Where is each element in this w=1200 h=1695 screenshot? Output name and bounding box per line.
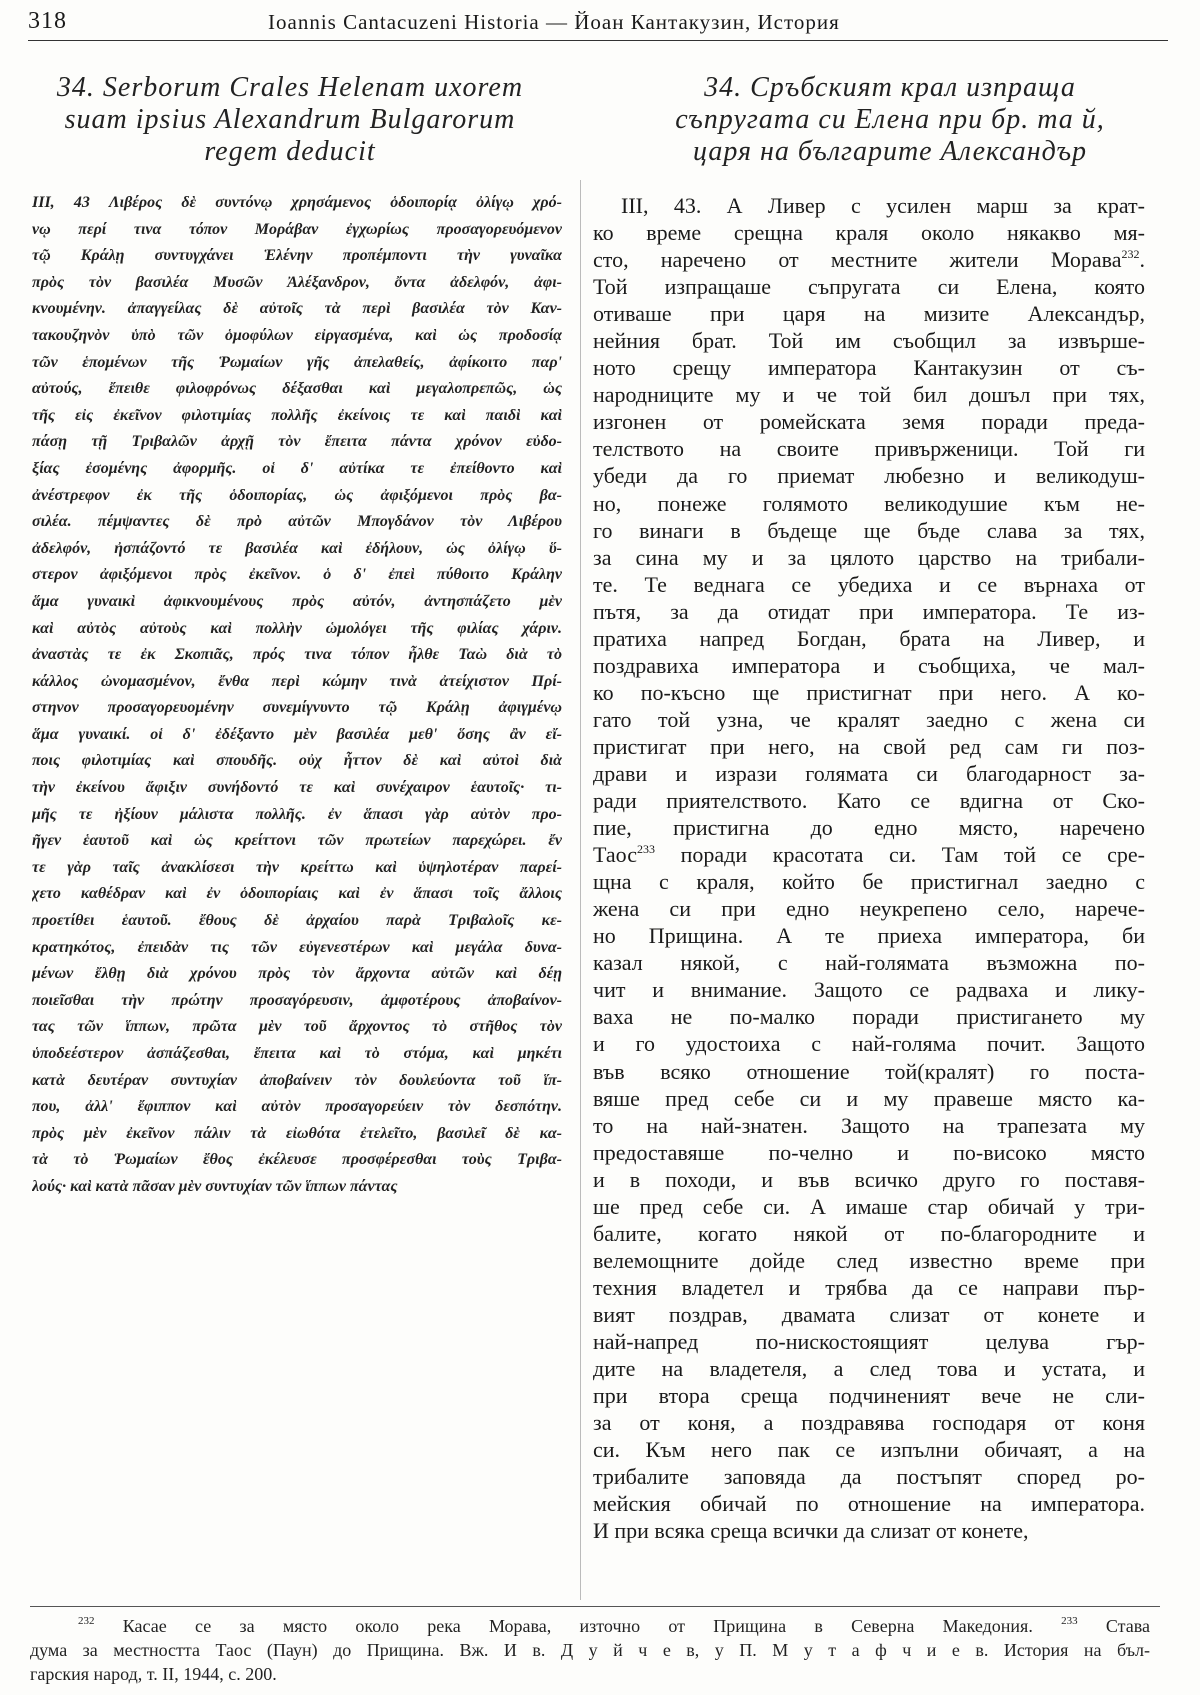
greek-text-line: τῆς εἰς ἐκεῖνον φιλοτιμίας πολλῆς ἐκείνοις τε καὶ παιδὶ καὶ	[32, 406, 562, 424]
header-rule	[28, 40, 1168, 41]
footnote-line: гарския народ, т. II, 1944, с. 200.	[30, 1664, 277, 1684]
greek-text-line: ἀνέστρεφον ἐκ τῆς ὁδοιπορίας, ὡς ἀφιξόμενοι πρὸς βα-	[32, 486, 562, 504]
bulgarian-text-line: ното срещу императора Кантакузин от съ-	[593, 355, 1145, 381]
greek-text-line: νῳ περί τινα τόπον Μοράβαν ἐγχωρίως προσαγορευόμενον	[32, 220, 562, 238]
greek-text-line: πρὸς τὸν βασιλέα Μυσῶν Ἀλέξανδρον, ὄντα ἀδελφόν, ἀφι-	[32, 273, 562, 291]
bulgarian-text-line: във всяко отношение той(кралят) го поста-	[593, 1058, 1145, 1084]
greek-text-line: κρατηκότος, ἐπειδὰν τις τῶν εὐγενεστέρων καὶ μεγάλα δυνα-	[32, 938, 562, 956]
greek-text-line: τὰ τὸ Ῥωμαίων ἔθος ἐκέλευσε προσφέρεσθαι τοὺς Τριβα-	[32, 1151, 562, 1169]
bulgarian-text-line: ко по-късно ще пристигнат при него. А ко-	[593, 679, 1145, 705]
bulgarian-text-line: мейския обичай по отношение на императора.	[593, 1491, 1145, 1517]
bulgarian-text-fragment: сто, наречено от местните жители Морава	[593, 247, 1122, 273]
bulgarian-text-line: жена си при едно неукрепено село, нарече-	[593, 896, 1145, 922]
bulgarian-text-line: те. Те веднага се убедиха и се върнаха от	[593, 571, 1145, 597]
footnote-rule	[30, 1606, 1160, 1607]
bulgarian-text-line: пътя, за да отидат при императора. Те из-	[593, 598, 1145, 624]
column-divider	[580, 180, 581, 1600]
bulgarian-text-line: III, 43. А Ливер с усилен марш за крат-	[621, 193, 1145, 218]
bulgarian-text-line: ше пред себе си. А имаше стар обичай у три-	[593, 1193, 1145, 1219]
greek-text-line: τῶν ἑπομένων τῆς Ῥωμαίων γῆς ἀπελαθείς, ἀφίκοιτο παρ'	[32, 353, 562, 371]
bulgarian-title-line: царя на българите Александър	[693, 136, 1087, 167]
greek-text-line: στερον ἀφιξόμενοι πρὸς ἐκεῖνον. ὁ δ' ἐπεὶ πύθοιτο Κράλην	[32, 566, 562, 584]
bulgarian-text-line: и го удостоиха с най-голяма почит. Защото	[593, 1031, 1145, 1057]
bulgarian-text-line: чит и внимание. Защото се радваха и лику-	[593, 977, 1145, 1003]
bulgarian-text-line: най-напред по-нискостоящият целува гър-	[593, 1328, 1145, 1354]
running-header	[28, 8, 1168, 38]
greek-text-line: προετίθει ἑαυτοῦ. ἔθους δὲ ἀρχαίου παρὰ Τριβαλοῖς κε-	[32, 912, 562, 930]
greek-text-line: τακουζηνὸν ὑπὸ τῶν ὁμοφύλων εἰργασμένα, καὶ ὡς προδοσίᾳ	[32, 326, 562, 344]
greek-text-line: τὴν ἐκείνου ἄφιξιν συνήδοντό τε καὶ συνέχαιρον ἑαυτοῖς· τι-	[32, 779, 562, 797]
greek-text-line: ἀναστὰς τε ἐκ Σκοπιᾶς, πρός τινα τόπον ἦλθε Ταὼ διὰ τὸ	[32, 646, 562, 664]
bulgarian-text-line: телството на своите привърженици. Той ги	[593, 436, 1145, 462]
footnote-line: дума за местността Таос (Паун) до Прищина. Вж. И в. Д у й ч е в, у П. М у т а ф ч и е в. История на бъл-	[30, 1640, 1150, 1660]
bulgarian-text-line	[593, 841, 1145, 868]
greek-text-line: μένων ἔλθῃ διὰ χρόνου πρὸς τὸν ἄρχοντα αὐτῶν καὶ δέῃ	[32, 965, 562, 983]
bulgarian-text-line: поздравиха императора и съобщиха, че мал-	[593, 652, 1145, 678]
greek-text-line: μῆς τε ἠξίουν μάλιστα πολλῆς. ἐν ἅπασι γὰρ αὐτὸν προ-	[32, 805, 562, 823]
bulgarian-text-line: то на най-знатен. Защото на трапезата му	[593, 1112, 1145, 1138]
bulgarian-title-line: съпругата си Елена при бр. та й,	[675, 104, 1105, 135]
bulgarian-text-line: но, понеже голямото великодушие към не-	[593, 490, 1145, 516]
bulgarian-text-line: си. Към него пак се изпълни обичаят, а на	[593, 1437, 1145, 1463]
greek-text-line: χετο καθέδραν καὶ ἐν ὁδοιπορίαις καὶ ἐν ἅπασι τοῖς ἄλλοις	[32, 885, 562, 903]
bulgarian-text-line: за сина му и за цялото царство на трибали-	[593, 544, 1145, 570]
greek-text-line: σιλέα. πέμψαντες δὲ πρὸ αὐτῶν Μπογδάνον τὸν Λιβέρου	[32, 513, 562, 531]
greek-text-line: ἅμα γυναικὶ ἀφικνουμένους πρὸς αὐτόν, ἀντησπάζετο μὲν	[32, 592, 562, 610]
bulgarian-text-line: дите на владетеля, а след това и устата, и	[593, 1356, 1145, 1382]
bulgarian-text-line: балите, когато някой от по-благородните и	[593, 1220, 1145, 1246]
greek-text-line: κνουμένην. ἀπαγγείλας δὲ αὐτοῖς τὰ περὶ βασιλέα τὸν Καν-	[32, 300, 562, 318]
bulgarian-text-line: пратиха напред Богдан, брата на Ливер, и	[593, 625, 1145, 651]
greek-text-line: III, 43 Λιβέρος δὲ συντόνῳ χρησάμενος ὁδοιπορίᾳ ὀλίγῳ χρό-	[32, 194, 562, 211]
greek-text-line: τῷ Κράλῃ συντυγχάνει Ἑλένην προπέμποντι τὴν γυναῖκα	[32, 247, 562, 265]
bulgarian-text-line: но Прищина. А те приеха императора, би	[593, 923, 1145, 949]
bulgarian-text-column	[593, 192, 1145, 1544]
footnote-ref-233[interactable]: 233	[636, 842, 655, 857]
bulgarian-text-line: трибалите заповяда да постъпят според ро-	[593, 1464, 1145, 1490]
greek-text-line: ξίας ἐσομένης ἀφορμῆς. οἱ δ' αὐτίκα τε ἐπείθοντο καὶ	[32, 459, 562, 477]
page-number: 318	[28, 8, 67, 34]
greek-text-line: ποιεῖσθαι τὴν πρώτην προσαγόρευσιν, ἀμφοτέρους ἀποβαίνον-	[32, 991, 562, 1009]
bulgarian-text-line: нейния брат. Той им съобщил за извърше-	[593, 328, 1145, 354]
latin-title-line: regem deducit	[204, 136, 376, 167]
greek-text-line: ἀδελφόν, ἠσπάζοντό τε βασιλέα καὶ ἐδήλουν, ὡς ὀλίγῳ ὕ-	[32, 539, 562, 557]
bulgarian-text-fragment: Таос	[593, 842, 637, 868]
footnote-marker: 232	[78, 1615, 95, 1627]
greek-text-line: ῆγεν ἑαυτοῦ καὶ ὡς κρείττονι τῶν πρωτείων παρεχώρει. ἔν	[32, 832, 562, 850]
latin-title-line: suam ipsius Alexandrum Bulgarorum	[64, 104, 516, 135]
greek-text-line: κατὰ δευτέραν συντυχίαν ἀποβαίνειν τὸν δουλεύοντα τοῦ ἵπ-	[32, 1071, 562, 1089]
running-title: Ioannis Cantacuzeni Historia — Йоан Кантакузин, История	[268, 10, 840, 34]
bulgarian-text-line: Той изпращаше съпругата си Елена, която	[593, 274, 1145, 300]
bulgarian-text-line: И при всяка среща всички да слизат от конете,	[593, 1518, 1029, 1544]
footnote-text: Става	[1077, 1616, 1150, 1636]
bulgarian-text-line: го винаги в бъдеще ще бъде слава за тях,	[593, 517, 1145, 543]
greek-text-line: στηνον προσαγορευομένην συνεμίγνυντο τῷ Κράλῃ ἀφιγμένῳ	[32, 699, 562, 717]
bulgarian-text-line: вяше пред себе си и му правеше място ка-	[593, 1085, 1145, 1111]
bulgarian-text-line: убеди да го приемат любезно и великодуш-	[593, 463, 1145, 489]
bulgarian-text-line: щна с краля, който бе пристигнал заедно с	[593, 869, 1145, 895]
greek-text-line: λούς· καὶ κατὰ πᾶσαν μὲν συντυχίαν τῶν ἵππων πάντας	[32, 1177, 398, 1195]
bulgarian-text-line: драви и изрази голямата си благодарност за-	[593, 760, 1145, 786]
greek-text-line: πάσῃ τῇ Τριβαλῶν ἀρχῇ τὸν ἔπειτα πάντα χρόνον εὐδο-	[32, 433, 562, 451]
bulgarian-text-line: пристигат при него, на свой ред сам ги поз-	[593, 733, 1145, 759]
footnote-ref-232[interactable]: 232	[1121, 247, 1140, 262]
latin-section-title	[30, 72, 550, 168]
bulgarian-text-line: изгонен от ромейската земя поради преда-	[593, 409, 1145, 435]
footnote-text: Касае се за място около река Морава, източно от Прищина в Северна Македония.	[94, 1616, 1062, 1636]
greek-text-line: τε γὰρ ταῖς ἀνακλίσεσι τὴν κρείττω καὶ ὑψηλοτέραν παρεί-	[32, 858, 562, 876]
footnote-line	[30, 1614, 1150, 1638]
bulgarian-text-line: предоставяше по-челно и по-високо място	[593, 1139, 1145, 1165]
bulgarian-text-line: ко време срещна краля около някакво мя-	[593, 220, 1145, 246]
greek-text-line: καὶ αὐτὸς αὐτοὺς καὶ πολλὴν ὡμολόγει τῆς φιλίας χάριν.	[32, 619, 562, 637]
greek-text-line: πρὸς μὲν ἐκεῖνον πάλιν τὰ εἰωθότα ἐτελεῖτο, βασιλεῖ δὲ κα-	[32, 1124, 562, 1142]
bulgarian-text-line: отиваше при царя на мизите Александър,	[593, 301, 1145, 327]
greek-text-line: ἅμα γυναικί. οἱ δ' ἐδέξαντο μὲν βασιλέα μεθ' ὅσης ἂν εἴ-	[32, 725, 562, 743]
bulgarian-text-line: при втора среща подчиненият вече не сли-	[593, 1383, 1145, 1409]
bulgarian-title-line: 34. Сръбският крал изпраща	[704, 72, 1076, 103]
bulgarian-text-fragment: поради красотата си. Там той се сре-	[654, 842, 1145, 868]
greek-text-line: κάλλος ὠνομασμένον, ἔνθα περὶ κώμην τινὰ ἀτείχιστον Πρί-	[32, 672, 562, 690]
bulgarian-text-line: сто, наречено от местните жители Морава$^{232}$.	[593, 247, 1145, 273]
greek-text-column	[32, 190, 562, 1201]
greek-text-line: αὐτούς, ἔπειθε φιλοφρόνως δέξασθαι καὶ μεγαλοπρεπῶς, ὡς	[32, 380, 562, 398]
bulgarian-text-line: гато той узна, че кралят заедно с жена си	[593, 706, 1145, 732]
greek-text-line: που, ἀλλ' ἔφιππον καὶ αὐτὸν προσαγορεύειν τὸν δεσπότην.	[32, 1098, 562, 1116]
bulgarian-text-line: и в походи, и във всичко друго го поставя-	[593, 1166, 1145, 1192]
bulgarian-section-title	[630, 72, 1150, 168]
greek-text-line: τας τῶν ἵππων, πρῶτα μὲν τοῦ ἄρχοντος τὸ στῆθος τὸν	[32, 1018, 562, 1036]
bulgarian-text-line: техния владетел и трябва да се направи пър-	[593, 1274, 1145, 1300]
footnotes	[30, 1614, 1150, 1686]
greek-text-line: ποις φιλοτιμίας καὶ σπουδῆς. οὐχ ἧττον δὲ καὶ αὐτοὶ διὰ	[32, 752, 562, 770]
bulgarian-text-line: народниците му и че той бил дошъл при тях,	[593, 382, 1145, 408]
greek-text-line: ὑποδεέστερον ἀσπάζεσθαι, ἔπειτα καὶ τὸ στόμα, καὶ μηκέτι	[32, 1045, 562, 1062]
bulgarian-text-line: за от коня, а поздравява господаря от коня	[593, 1410, 1145, 1436]
bulgarian-text-line: пие, пристигна до едно място, наречено	[593, 815, 1145, 841]
bulgarian-text-line: вият поздрав, двамата слизат от конете и	[593, 1301, 1145, 1327]
bulgarian-text-line: велемощните дойде след известно време при	[593, 1247, 1145, 1273]
bulgarian-text-line: ради приятелството. Като се вдигна от Ско-	[593, 788, 1145, 814]
bulgarian-text-line: ваха не по-малко поради пристигането му	[593, 1004, 1145, 1030]
footnote-marker: 233	[1061, 1615, 1078, 1627]
latin-title-line: 34. Serborum Crales Helenam uxorem	[56, 72, 524, 103]
bulgarian-text-line: казал някой, с най-голямата възможна по-	[593, 950, 1145, 976]
